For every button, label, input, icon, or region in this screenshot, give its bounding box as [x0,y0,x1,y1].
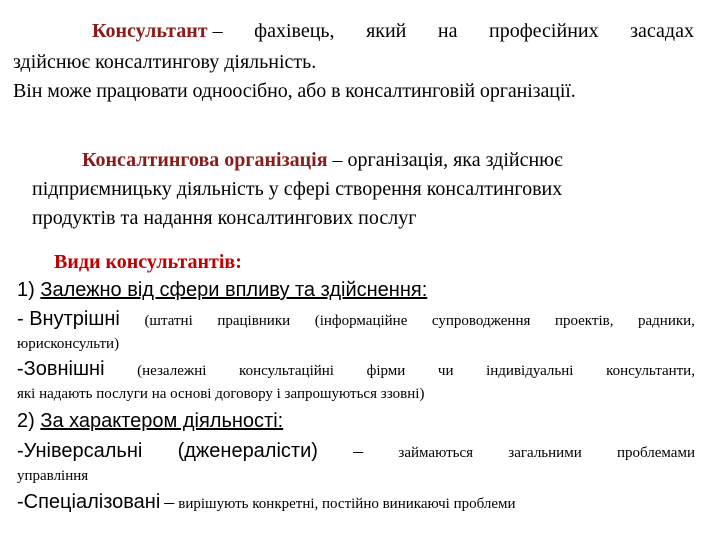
types-heading: Види консультантів: [54,251,242,273]
specialized-label: -Спеціалізовані [17,491,161,513]
group1-title: Залежно від сфери впливу та здійснення: [40,279,428,301]
org-definition-line2: підприємницьку діяльність у сфері створення консалтингових [32,178,563,200]
org-definition-line1 [82,149,563,172]
consultant-definition-line1 [92,20,694,43]
group2-title: За характером діяльності: [40,410,284,432]
external-desc-word: індивідуальні [486,363,574,379]
universal-cont: управління [17,468,89,484]
def-word: засадах [630,20,694,42]
internal-desc-word: радники, [638,313,695,329]
external-desc-word: консультаційні [239,363,334,379]
universal-word: – [353,440,364,462]
def-word: на [437,20,458,42]
internal-desc-word: працівники [217,313,291,329]
group2-heading [17,410,283,433]
internal-desc-word: проектів, [554,313,614,329]
consultant-term: Консультант [92,20,208,42]
external-desc-cont: які надають послуги на основі договору і запрошуються ззовні) [17,386,425,402]
consultant-term-group [92,20,223,43]
internal-desc-word: (інформаційне [314,313,408,329]
internal-desc-word: супроводження [431,313,531,329]
external-desc-word: консультанти, [606,363,695,379]
group2-number: 2) [17,410,35,432]
universal-word: займаються [398,445,474,461]
internal-desc-cont: юрисконсульти) [17,336,120,352]
universal-word: проблемами [616,445,695,461]
external-label: -Зовнішні [17,358,105,380]
consultant-definition-line2: здійснює консалтингову діяльність. [13,51,317,73]
internal-desc-word: (штатні [144,313,193,329]
specialized-line [17,491,516,514]
external-desc-word: фірми [366,363,406,379]
external-desc-word: чи [437,363,454,379]
universal-word: (дженералісти) [177,440,318,462]
universal-word: -Універсальні [17,440,143,462]
org-def-rest: – організація, яка здійснює [332,149,563,171]
external-line [17,358,695,381]
group1-number: 1) [17,279,35,301]
specialized-desc: вирішують конкретні, постійно виникаючі проблеми [178,496,516,512]
specialized-dash: – [164,491,175,513]
external-desc-word: (незалежні [137,363,207,379]
org-definition-line3: продуктів та надання консалтингових послуг [32,207,417,229]
consultant-definition-line3: Він може працювати одноосібно, або в консалтинговій організації. [13,80,576,102]
internal-line [17,308,695,331]
def-word: який [366,20,407,42]
universal-line [17,440,695,463]
dash: – [212,20,223,42]
group1-heading [17,279,427,302]
org-term: Консалтингова організація [82,149,328,171]
internal-label: - Внутрішні [17,308,120,330]
universal-word: загальними [508,445,582,461]
def-word: фахівець, [254,20,335,42]
def-word: професійних [489,20,599,42]
